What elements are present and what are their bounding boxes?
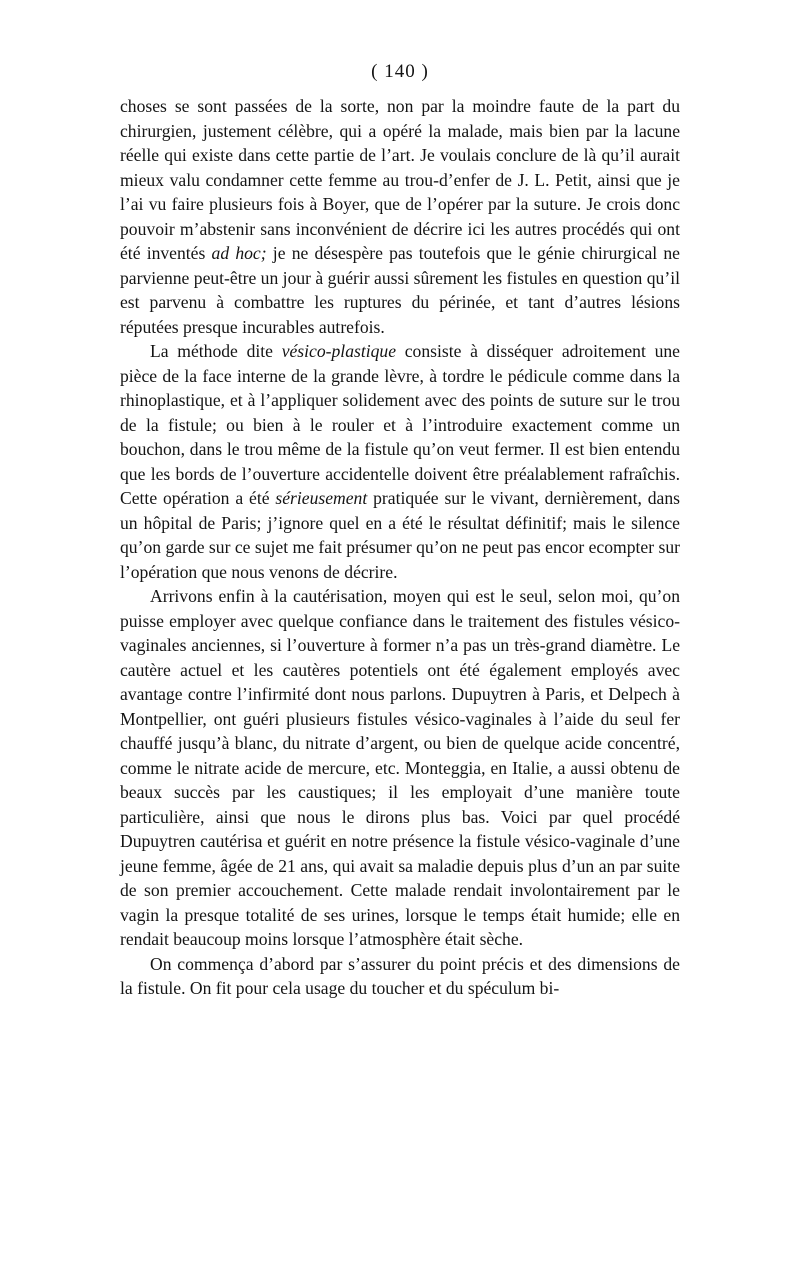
paragraph-1-italic-ad-hoc: ad hoc; [211,243,267,263]
book-page [120,58,680,1001]
paragraph-1-text-a: choses se sont passées de la sorte, non par la moindre faute de la part du chirurgien, justement célèbre, qui a opéré la malade, mais bien par la lacune réelle qui existe dans cette partie de l’art. Je voulais conclure de là qu’il aurait mieux valu condamner cette femme au trou-d’enfer de J. L. Petit, ainsi que je l’ai vu faire plusieurs fois à Boyer, que de l’opérer par la suture. Je crois donc pouvoir m’abstenir sans inconvénient de décrire ici les autres procédés qui ont été inventés [120,96,680,263]
paragraph-2 [120,339,680,584]
paragraph-2-text-b: consiste à disséquer adroitement une pièce de la face interne de la grande lèvre, à tordre le pédicule comme dans la rhinoplastique, et à l’appliquer solidement avec des points de suture sur le trou de la fistule; ou bien à le rouler et à l’introduire exactement comme un bouchon, dans le trou même de la fistule qu’on veut fermer. Il est bien entendu que les bords de l’ouverture accidentelle doivent être préalablement rafraîchis. Cette opération a été [120,341,680,508]
paragraph-4: On commença d’abord par s’assurer du point précis et des dimensions de la fistule. On fit pour cela usage du toucher et du spéculum bi- [120,953,680,998]
paragraph-2-italic-vesico-plastique: vésico-plastique [281,341,397,361]
page-number: ( 140 ) [371,61,429,82]
paragraph-1 [120,94,680,339]
paragraph-2-italic-serieusement: sérieusement [275,488,368,508]
paragraph-1-text-b: je ne désespère pas toutefois que le génie chirurgical ne parvienne peut-être un jour à guérir aussi sûrement les fistules en question qu’il est parvenu à combattre les ruptures du périnée, et tant d’autres lésions réputées presque incurables autrefois. [120,243,680,337]
paragraph-3: Arrivons enfin à la cautérisation, moyen qui est le seul, selon moi, qu’on puisse employer avec quelque confiance dans le traitement des fistules vésico-vaginales anciennes, si l’ouverture à former n’a pas un très-grand diamètre. Le cautère actuel et les cautères potentiels ont été également employés avec avantage contre l’infirmité dont nous parlons. Dupuytren à Paris, et Delpech à Montpellier, ont guéri plusieurs fistules vésico-vaginales à l’aide du seul fer chauffé jusqu’à blanc, du nitrate d’argent, ou bien de quelque acide concentré, comme le nitrate acide de mercure, etc. Monteggia, en Italie, a aussi obtenu de beaux succès par les caustiques; il les employait d’une manière toute particulière, ainsi que nous le dirons plus bas. Voici par quel procédé Dupuytren cautérisa et guérit en notre présence la fistule vésico-vaginale d’une jeune femme, âgée de 21 ans, qui avait sa maladie depuis plus d’un an par suite de son premier accouchement. Cette malade rendait involontairement par le vagin la presque totalité de ses urines, lorsque le temps était humide; elle en rendait beaucoup moins lorsque l’atmosphère était sèche. [120,586,680,949]
paragraph-2-text-c: pratiquée sur le vivant, dernièrement, dans un hôpital de Paris; j’ignore quel en a été le résultat définitif; mais le silence qu’on garde sur ce sujet me fait présumer qu’on ne peut pas encor ecompter sur l’opération que nous venons de décrire. [120,488,680,582]
paragraph-2-text-a: La méthode dite [150,341,282,361]
